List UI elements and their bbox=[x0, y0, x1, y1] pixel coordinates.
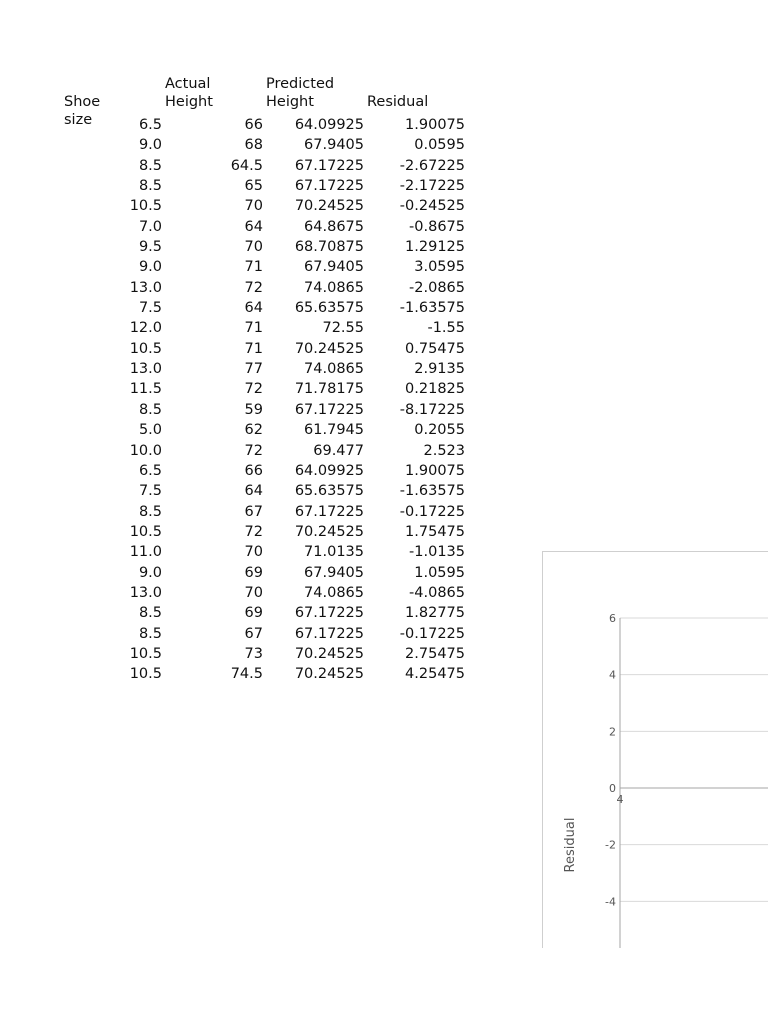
cell-predicted-height[interactable]: 67.9405 bbox=[304, 564, 364, 581]
table-body bbox=[63, 115, 465, 685]
cell-predicted-height[interactable]: 69.477 bbox=[313, 442, 364, 459]
cell-predicted-height[interactable]: 67.17225 bbox=[294, 178, 364, 195]
cell-actual-height[interactable]: 72 bbox=[244, 279, 263, 296]
cell-shoe-size[interactable]: 10.5 bbox=[129, 666, 162, 683]
cell-predicted-height[interactable]: 74.0865 bbox=[304, 361, 364, 378]
cell-predicted-height[interactable]: 70.24525 bbox=[294, 666, 364, 683]
cell-predicted-height[interactable]: 64.8675 bbox=[304, 218, 364, 235]
cell-predicted-height[interactable]: 74.0865 bbox=[304, 279, 364, 296]
cell-predicted-height[interactable]: 64.09925 bbox=[294, 462, 364, 479]
cell-predicted-height[interactable]: 71.78175 bbox=[294, 381, 364, 398]
cell-shoe-size[interactable]: 10.5 bbox=[129, 645, 162, 662]
header-shoe-size[interactable]: Shoe size bbox=[64, 94, 101, 128]
cell-shoe-size[interactable]: 8.5 bbox=[138, 625, 162, 642]
cell-residual[interactable]: -2.0865 bbox=[409, 279, 465, 296]
table-row bbox=[63, 583, 465, 603]
table-row bbox=[63, 196, 465, 216]
cell-predicted-height[interactable]: 61.7945 bbox=[304, 422, 364, 439]
cell-residual[interactable]: 1.90075 bbox=[405, 117, 465, 133]
cell-residual[interactable]: -8.17225 bbox=[399, 401, 465, 418]
cell-actual-height[interactable]: 70 bbox=[244, 544, 263, 561]
table-row bbox=[63, 461, 465, 481]
header-predicted-line2: Height bbox=[266, 93, 314, 110]
cell-actual-height[interactable]: 73 bbox=[244, 645, 263, 662]
cell-predicted-height[interactable]: 70.24525 bbox=[294, 645, 364, 662]
cell-shoe-size[interactable]: 5.0 bbox=[138, 422, 162, 439]
y-tick-label: 0 bbox=[609, 782, 616, 795]
cell-actual-height[interactable]: 64.5 bbox=[230, 157, 263, 174]
y-tick-label: -4 bbox=[605, 895, 616, 909]
cell-residual[interactable]: 1.75475 bbox=[405, 523, 465, 540]
cell-actual-height[interactable]: 69 bbox=[244, 564, 263, 581]
cell-residual[interactable]: 0.0595 bbox=[414, 137, 465, 154]
table-row bbox=[63, 400, 465, 420]
cell-shoe-size[interactable]: 11.0 bbox=[129, 544, 162, 561]
cell-actual-height[interactable]: 64 bbox=[244, 483, 263, 500]
table-row bbox=[63, 379, 465, 399]
cell-actual-height[interactable]: 66 bbox=[244, 462, 263, 479]
cell-predicted-height[interactable]: 67.17225 bbox=[294, 605, 364, 622]
cell-predicted-height[interactable]: 65.63575 bbox=[294, 483, 364, 500]
cell-actual-height[interactable]: 74.5 bbox=[230, 666, 263, 683]
y-tick-label: 6 bbox=[609, 612, 616, 626]
table-row bbox=[63, 359, 465, 379]
cell-residual[interactable]: 0.75475 bbox=[405, 340, 465, 357]
table-row bbox=[63, 664, 465, 684]
table-row bbox=[63, 502, 465, 522]
cell-shoe-size[interactable]: 10.0 bbox=[129, 442, 162, 459]
cell-shoe-size[interactable]: 10.5 bbox=[129, 198, 162, 215]
cell-residual[interactable]: -2.67225 bbox=[399, 157, 465, 174]
table-row bbox=[63, 624, 465, 644]
cell-predicted-height[interactable]: 70.24525 bbox=[294, 198, 364, 215]
cell-predicted-height[interactable]: 70.24525 bbox=[294, 340, 364, 357]
cell-shoe-size[interactable]: 8.5 bbox=[138, 605, 162, 622]
table-row bbox=[63, 257, 465, 277]
cell-actual-height[interactable]: 65 bbox=[244, 178, 263, 195]
header-predicted-height[interactable] bbox=[266, 76, 334, 111]
cell-residual[interactable]: -1.63575 bbox=[399, 483, 465, 500]
cell-actual-height[interactable]: 70 bbox=[244, 198, 263, 215]
cell-predicted-height[interactable]: 68.70875 bbox=[294, 239, 364, 256]
cell-residual[interactable]: 1.82775 bbox=[405, 605, 465, 622]
table-row bbox=[63, 318, 465, 338]
table-row bbox=[63, 339, 465, 359]
cell-residual[interactable]: -0.17225 bbox=[399, 503, 465, 520]
cell-shoe-size[interactable]: 7.5 bbox=[138, 483, 162, 500]
table-row bbox=[63, 135, 465, 155]
cell-actual-height[interactable]: 66 bbox=[244, 117, 263, 133]
cell-shoe-size[interactable]: 8.5 bbox=[138, 503, 162, 520]
cell-predicted-height[interactable]: 67.17225 bbox=[294, 503, 364, 520]
cell-actual-height[interactable]: 70 bbox=[244, 584, 263, 601]
cell-predicted-height[interactable]: 70.24525 bbox=[294, 523, 364, 540]
cell-residual[interactable]: -1.55 bbox=[427, 320, 465, 337]
table-row bbox=[63, 176, 465, 196]
cell-residual[interactable]: 2.75475 bbox=[405, 645, 465, 662]
cell-actual-height[interactable]: 68 bbox=[244, 137, 263, 154]
cell-predicted-height[interactable]: 67.17225 bbox=[294, 157, 364, 174]
cell-actual-height[interactable]: 71 bbox=[244, 320, 263, 337]
cell-actual-height[interactable]: 72 bbox=[244, 442, 263, 459]
cell-actual-height[interactable]: 72 bbox=[244, 523, 263, 540]
x-tick-label: 4 bbox=[616, 793, 624, 806]
cell-shoe-size[interactable]: 9.0 bbox=[138, 564, 162, 581]
cell-shoe-size[interactable]: 8.5 bbox=[138, 178, 162, 195]
cell-actual-height[interactable]: 72 bbox=[244, 381, 263, 398]
table-row bbox=[63, 420, 465, 440]
table-row bbox=[63, 115, 465, 135]
table-row bbox=[63, 156, 465, 176]
cell-shoe-size[interactable]: 8.5 bbox=[138, 157, 162, 174]
cell-shoe-size[interactable]: 6.5 bbox=[138, 117, 162, 133]
table-row bbox=[63, 278, 465, 298]
cell-residual[interactable]: -0.8675 bbox=[409, 218, 465, 235]
cell-shoe-size[interactable]: 11.5 bbox=[129, 381, 162, 398]
y-axis-title: Residual bbox=[563, 817, 578, 873]
header-actual-height[interactable] bbox=[165, 76, 213, 111]
cell-predicted-height[interactable]: 64.09925 bbox=[294, 117, 364, 133]
cell-predicted-height[interactable]: 67.17225 bbox=[294, 625, 364, 642]
cell-shoe-size[interactable]: 9.0 bbox=[138, 137, 162, 154]
cell-predicted-height[interactable]: 67.9405 bbox=[304, 259, 364, 276]
cell-actual-height[interactable]: 62 bbox=[244, 422, 263, 439]
header-actual-line1: Actual bbox=[165, 76, 211, 92]
cell-residual[interactable]: -0.17225 bbox=[399, 625, 465, 642]
table-row bbox=[63, 542, 465, 562]
cell-actual-height[interactable]: 71 bbox=[244, 259, 263, 276]
cell-residual[interactable]: 1.90075 bbox=[405, 462, 465, 479]
cell-shoe-size[interactable]: 12.0 bbox=[129, 320, 162, 337]
cell-actual-height[interactable]: 70 bbox=[244, 239, 263, 256]
cell-residual[interactable]: -4.0865 bbox=[409, 584, 465, 601]
cell-predicted-height[interactable]: 72.55 bbox=[322, 320, 364, 337]
cell-residual[interactable]: -0.24525 bbox=[399, 198, 465, 215]
cell-shoe-size[interactable]: 9.5 bbox=[138, 239, 162, 256]
header-actual-line2: Height bbox=[165, 93, 213, 110]
cell-residual[interactable]: 0.21825 bbox=[405, 381, 465, 398]
residual-chart[interactable] bbox=[542, 551, 768, 948]
header-predicted-line1: Predicted bbox=[266, 76, 335, 92]
cell-shoe-size[interactable]: 7.0 bbox=[138, 218, 162, 235]
cell-residual[interactable]: 1.0595 bbox=[414, 564, 465, 581]
cell-residual[interactable]: -2.17225 bbox=[399, 178, 465, 195]
cell-actual-height[interactable]: 69 bbox=[244, 605, 263, 622]
cell-residual[interactable]: 0.2055 bbox=[414, 422, 465, 439]
cell-shoe-size[interactable]: 8.5 bbox=[138, 401, 162, 418]
cell-shoe-size[interactable]: 13.0 bbox=[129, 361, 162, 378]
cell-actual-height[interactable]: 64 bbox=[244, 218, 263, 235]
header-residual[interactable]: Residual bbox=[367, 94, 429, 110]
table-row bbox=[63, 217, 465, 237]
cell-shoe-size[interactable]: 6.5 bbox=[138, 462, 162, 479]
cell-predicted-height[interactable]: 67.9405 bbox=[304, 137, 364, 154]
cell-shoe-size[interactable]: 10.5 bbox=[129, 523, 162, 540]
cell-shoe-size[interactable]: 7.5 bbox=[138, 300, 162, 317]
y-tick-label: -2 bbox=[605, 838, 616, 852]
cell-shoe-size[interactable]: 13.0 bbox=[129, 279, 162, 296]
cell-actual-height[interactable]: 64 bbox=[244, 300, 263, 317]
table-row bbox=[63, 237, 465, 257]
cell-actual-height[interactable]: 67 bbox=[244, 625, 263, 642]
cell-shoe-size[interactable]: 10.5 bbox=[129, 340, 162, 357]
cell-residual[interactable]: -1.63575 bbox=[399, 300, 465, 317]
table-row bbox=[63, 522, 465, 542]
y-tick-label: 2 bbox=[609, 725, 616, 739]
cell-residual[interactable]: -1.0135 bbox=[409, 544, 465, 561]
table-row bbox=[63, 481, 465, 501]
cell-predicted-height[interactable]: 71.0135 bbox=[304, 544, 364, 561]
cell-residual[interactable]: 4.25475 bbox=[405, 666, 465, 683]
cell-shoe-size[interactable]: 9.0 bbox=[138, 259, 162, 276]
cell-actual-height[interactable]: 59 bbox=[244, 401, 263, 418]
cell-predicted-height[interactable]: 74.0865 bbox=[304, 584, 364, 601]
table-row bbox=[63, 603, 465, 623]
y-tick-label: 4 bbox=[609, 668, 616, 682]
table-row bbox=[63, 644, 465, 664]
cell-predicted-height[interactable]: 65.63575 bbox=[294, 300, 364, 317]
cell-actual-height[interactable]: 71 bbox=[244, 340, 263, 357]
cell-residual[interactable]: 3.0595 bbox=[414, 259, 465, 276]
cell-residual[interactable]: 1.29125 bbox=[405, 239, 465, 256]
cell-shoe-size[interactable]: 13.0 bbox=[129, 584, 162, 601]
cell-residual[interactable]: 2.9135 bbox=[414, 361, 465, 378]
cell-predicted-height[interactable]: 67.17225 bbox=[294, 401, 364, 418]
table-row bbox=[63, 563, 465, 583]
cell-actual-height[interactable]: 67 bbox=[244, 503, 263, 520]
cell-actual-height[interactable]: 77 bbox=[244, 361, 263, 378]
table-row bbox=[63, 441, 465, 461]
table-row bbox=[63, 298, 465, 318]
cell-residual[interactable]: 2.523 bbox=[423, 442, 465, 459]
